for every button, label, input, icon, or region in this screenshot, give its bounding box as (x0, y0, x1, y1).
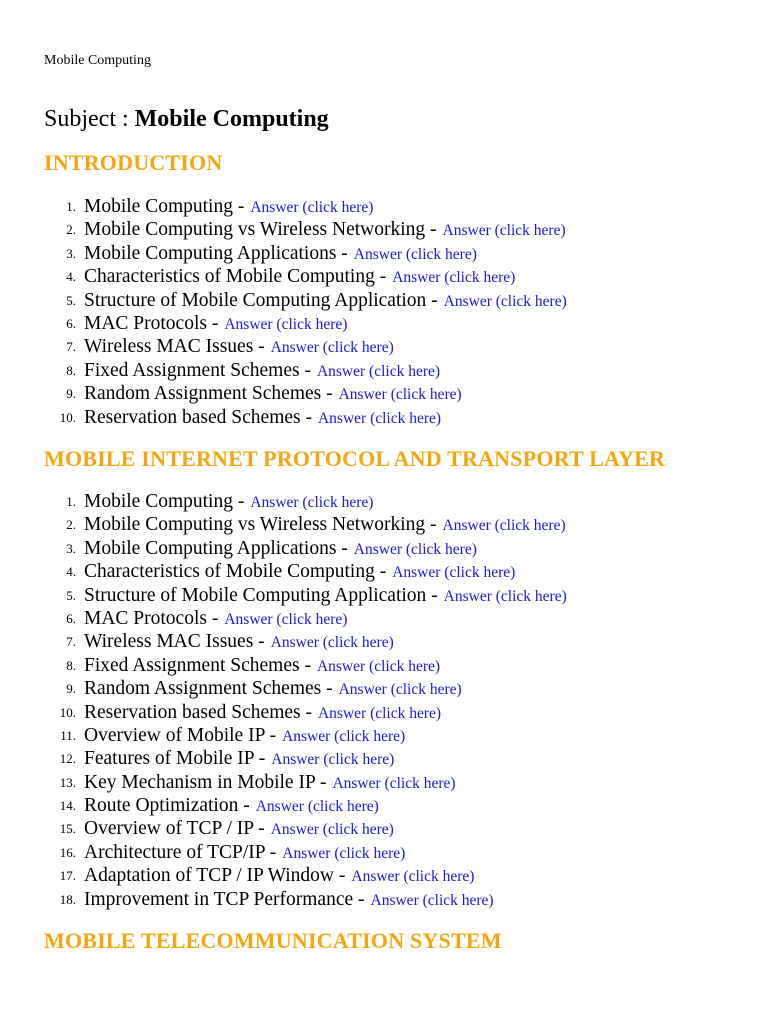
answer-link[interactable]: Answer (click here) (282, 727, 406, 745)
topic-text-wrap (84, 218, 566, 242)
section-title: MOBILE TELECOMMUNICATION SYSTEM (44, 928, 502, 953)
answer-link[interactable]: Answer (click here) (353, 540, 477, 558)
topic-label: Fixed Assignment Schemes - (84, 654, 311, 676)
topic-number: 7. (66, 634, 76, 650)
answer-link[interactable]: Answer (click here) (442, 517, 566, 535)
topic-number: 1. (66, 494, 76, 509)
topic-label: Mobile Computing Applications - (84, 242, 348, 264)
page-header: Mobile Computing (44, 53, 151, 68)
topic-label: Overview of TCP / IP - (84, 818, 265, 840)
topic-label: Improvement in TCP Performance - (84, 888, 365, 910)
topic-label: Architecture of TCP/IP - (84, 841, 277, 863)
topic-text-wrap (84, 630, 394, 654)
topic-text-wrap (84, 335, 394, 359)
topic-label: Structure of Mobile Computing Application - (84, 584, 438, 606)
topic-number: 11. (60, 727, 76, 743)
topic-text-wrap (84, 701, 441, 725)
topic-label: Wireless MAC Issues - (84, 631, 265, 653)
topic-label: Mobile Computing - (84, 491, 245, 512)
topic-text-wrap (84, 406, 441, 430)
topic-label: Mobile Computing vs Wireless Networking - (84, 514, 437, 536)
topic-text-wrap (84, 607, 347, 631)
topic-number: 12. (59, 751, 76, 767)
topic-number: 2. (66, 517, 76, 533)
topic-text-wrap (84, 242, 477, 266)
topic-number: 3. (66, 540, 76, 556)
answer-link[interactable]: Answer (click here) (392, 269, 516, 287)
topic-number: 4. (66, 564, 76, 580)
subject-line (44, 104, 329, 134)
topic-number: 1. (66, 199, 76, 214)
topic-number: 3. (66, 245, 76, 261)
topic-label: Mobile Computing - (84, 196, 245, 217)
topic-label: Characteristics of Mobile Computing - (84, 561, 387, 583)
topic-text-wrap (84, 747, 394, 771)
topic-label: Characteristics of Mobile Computing - (84, 266, 387, 288)
topic-number: 6. (66, 315, 76, 331)
topic-text-wrap (84, 794, 379, 818)
topic-text-wrap (84, 677, 462, 701)
topic-label: Structure of Mobile Computing Application - (84, 289, 438, 311)
topic-label: Fixed Assignment Schemes - (84, 359, 311, 381)
answer-link[interactable]: Answer (click here) (271, 751, 395, 769)
topic-text-wrap (84, 841, 405, 865)
topic-number: 9. (66, 386, 76, 402)
topic-label: Random Assignment Schemes - (84, 383, 333, 405)
answer-link[interactable]: Answer (click here) (392, 564, 516, 582)
topic-text-wrap (84, 490, 373, 514)
answer-link[interactable]: Answer (click here) (316, 362, 441, 380)
answer-link[interactable]: Answer (click here) (250, 199, 374, 216)
topic-text-wrap (84, 560, 515, 584)
answer-link[interactable]: Answer (click here) (250, 494, 374, 511)
subject-label: Subject : (44, 106, 129, 132)
topic-number: 5. (66, 587, 76, 603)
topic-number: 14. (59, 798, 76, 814)
answer-link[interactable]: Answer (click here) (270, 339, 394, 357)
answer-link[interactable]: Answer (click here) (224, 315, 348, 333)
topic-text-wrap (84, 265, 515, 289)
topic-label: Route Optimization - (84, 795, 250, 817)
topic-text-wrap (84, 817, 394, 841)
topic-text-wrap (84, 771, 456, 795)
topic-text-wrap (84, 584, 567, 608)
topic-text-wrap (84, 864, 474, 888)
topic-number: 5. (66, 292, 76, 308)
topic-number: 4. (66, 269, 76, 285)
topic-label: MAC Protocols - (84, 607, 219, 629)
topic-text-wrap (84, 382, 462, 406)
topic-number: 13. (59, 774, 76, 790)
topic-label: Reservation based Schemes - (84, 406, 312, 428)
answer-link[interactable]: Answer (click here) (255, 798, 379, 816)
topic-number: 10. (59, 409, 76, 425)
answer-link[interactable]: Answer (click here) (317, 409, 442, 427)
topic-label: MAC Protocols - (84, 312, 219, 334)
topic-label: Wireless MAC Issues - (84, 336, 265, 358)
topic-number: 15. (59, 821, 76, 837)
topic-label: Features of Mobile IP - (84, 748, 266, 770)
topic-text-wrap (84, 359, 440, 383)
answer-link[interactable]: Answer (click here) (443, 292, 567, 310)
topic-label: Reservation based Schemes - (84, 701, 312, 723)
topic-number: 17. (59, 868, 76, 884)
topic-label: Mobile Computing vs Wireless Networking - (84, 219, 437, 241)
topic-number: 7. (66, 339, 76, 355)
topic-number: 16. (59, 844, 76, 860)
answer-link[interactable]: Answer (click here) (332, 774, 456, 792)
answer-link[interactable]: Answer (click here) (353, 245, 477, 263)
answer-link[interactable]: Answer (click here) (270, 634, 394, 652)
section-title: MOBILE INTERNET PROTOCOL AND TRANSPORT LAYER (44, 446, 666, 471)
answer-link[interactable]: Answer (click here) (224, 610, 348, 628)
answer-link[interactable]: Answer (click here) (338, 386, 462, 404)
subject-name: Mobile Computing (134, 106, 329, 132)
topic-text-wrap (84, 513, 566, 537)
topic-text-wrap (84, 654, 440, 678)
topic-text-wrap (84, 724, 405, 748)
topic-label: Mobile Computing Applications - (84, 537, 348, 559)
topic-label: Adaptation of TCP / IP Window - (84, 865, 346, 887)
topic-text-wrap (84, 289, 567, 313)
topic-number: 2. (66, 222, 76, 238)
answer-link[interactable]: Answer (click here) (316, 657, 441, 675)
topic-number: 18. (59, 891, 76, 907)
topic-text-wrap (84, 312, 347, 336)
topic-number: 8. (66, 362, 76, 378)
answer-link[interactable]: Answer (click here) (338, 681, 462, 699)
topic-number: 8. (66, 657, 76, 673)
topic-number: 10. (59, 704, 76, 720)
answer-link[interactable]: Answer (click here) (270, 821, 394, 839)
answer-link[interactable]: Answer (click here) (443, 587, 567, 605)
topic-text-wrap (84, 195, 373, 219)
answer-link[interactable]: Answer (click here) (282, 844, 406, 862)
answer-link[interactable]: Answer (click here) (370, 891, 494, 909)
topic-text-wrap (84, 537, 477, 561)
topic-label: Overview of Mobile IP - (84, 724, 277, 746)
section-title: INTRODUCTION (44, 150, 223, 175)
answer-link[interactable]: Answer (click here) (442, 222, 566, 240)
topic-text-wrap (84, 888, 494, 912)
topic-label: Key Mechanism in Mobile IP - (84, 771, 327, 793)
topic-number: 9. (66, 681, 76, 697)
topic-label: Random Assignment Schemes - (84, 678, 333, 700)
topic-number: 6. (66, 610, 76, 626)
answer-link[interactable]: Answer (click here) (351, 868, 475, 886)
answer-link[interactable]: Answer (click here) (317, 704, 442, 722)
